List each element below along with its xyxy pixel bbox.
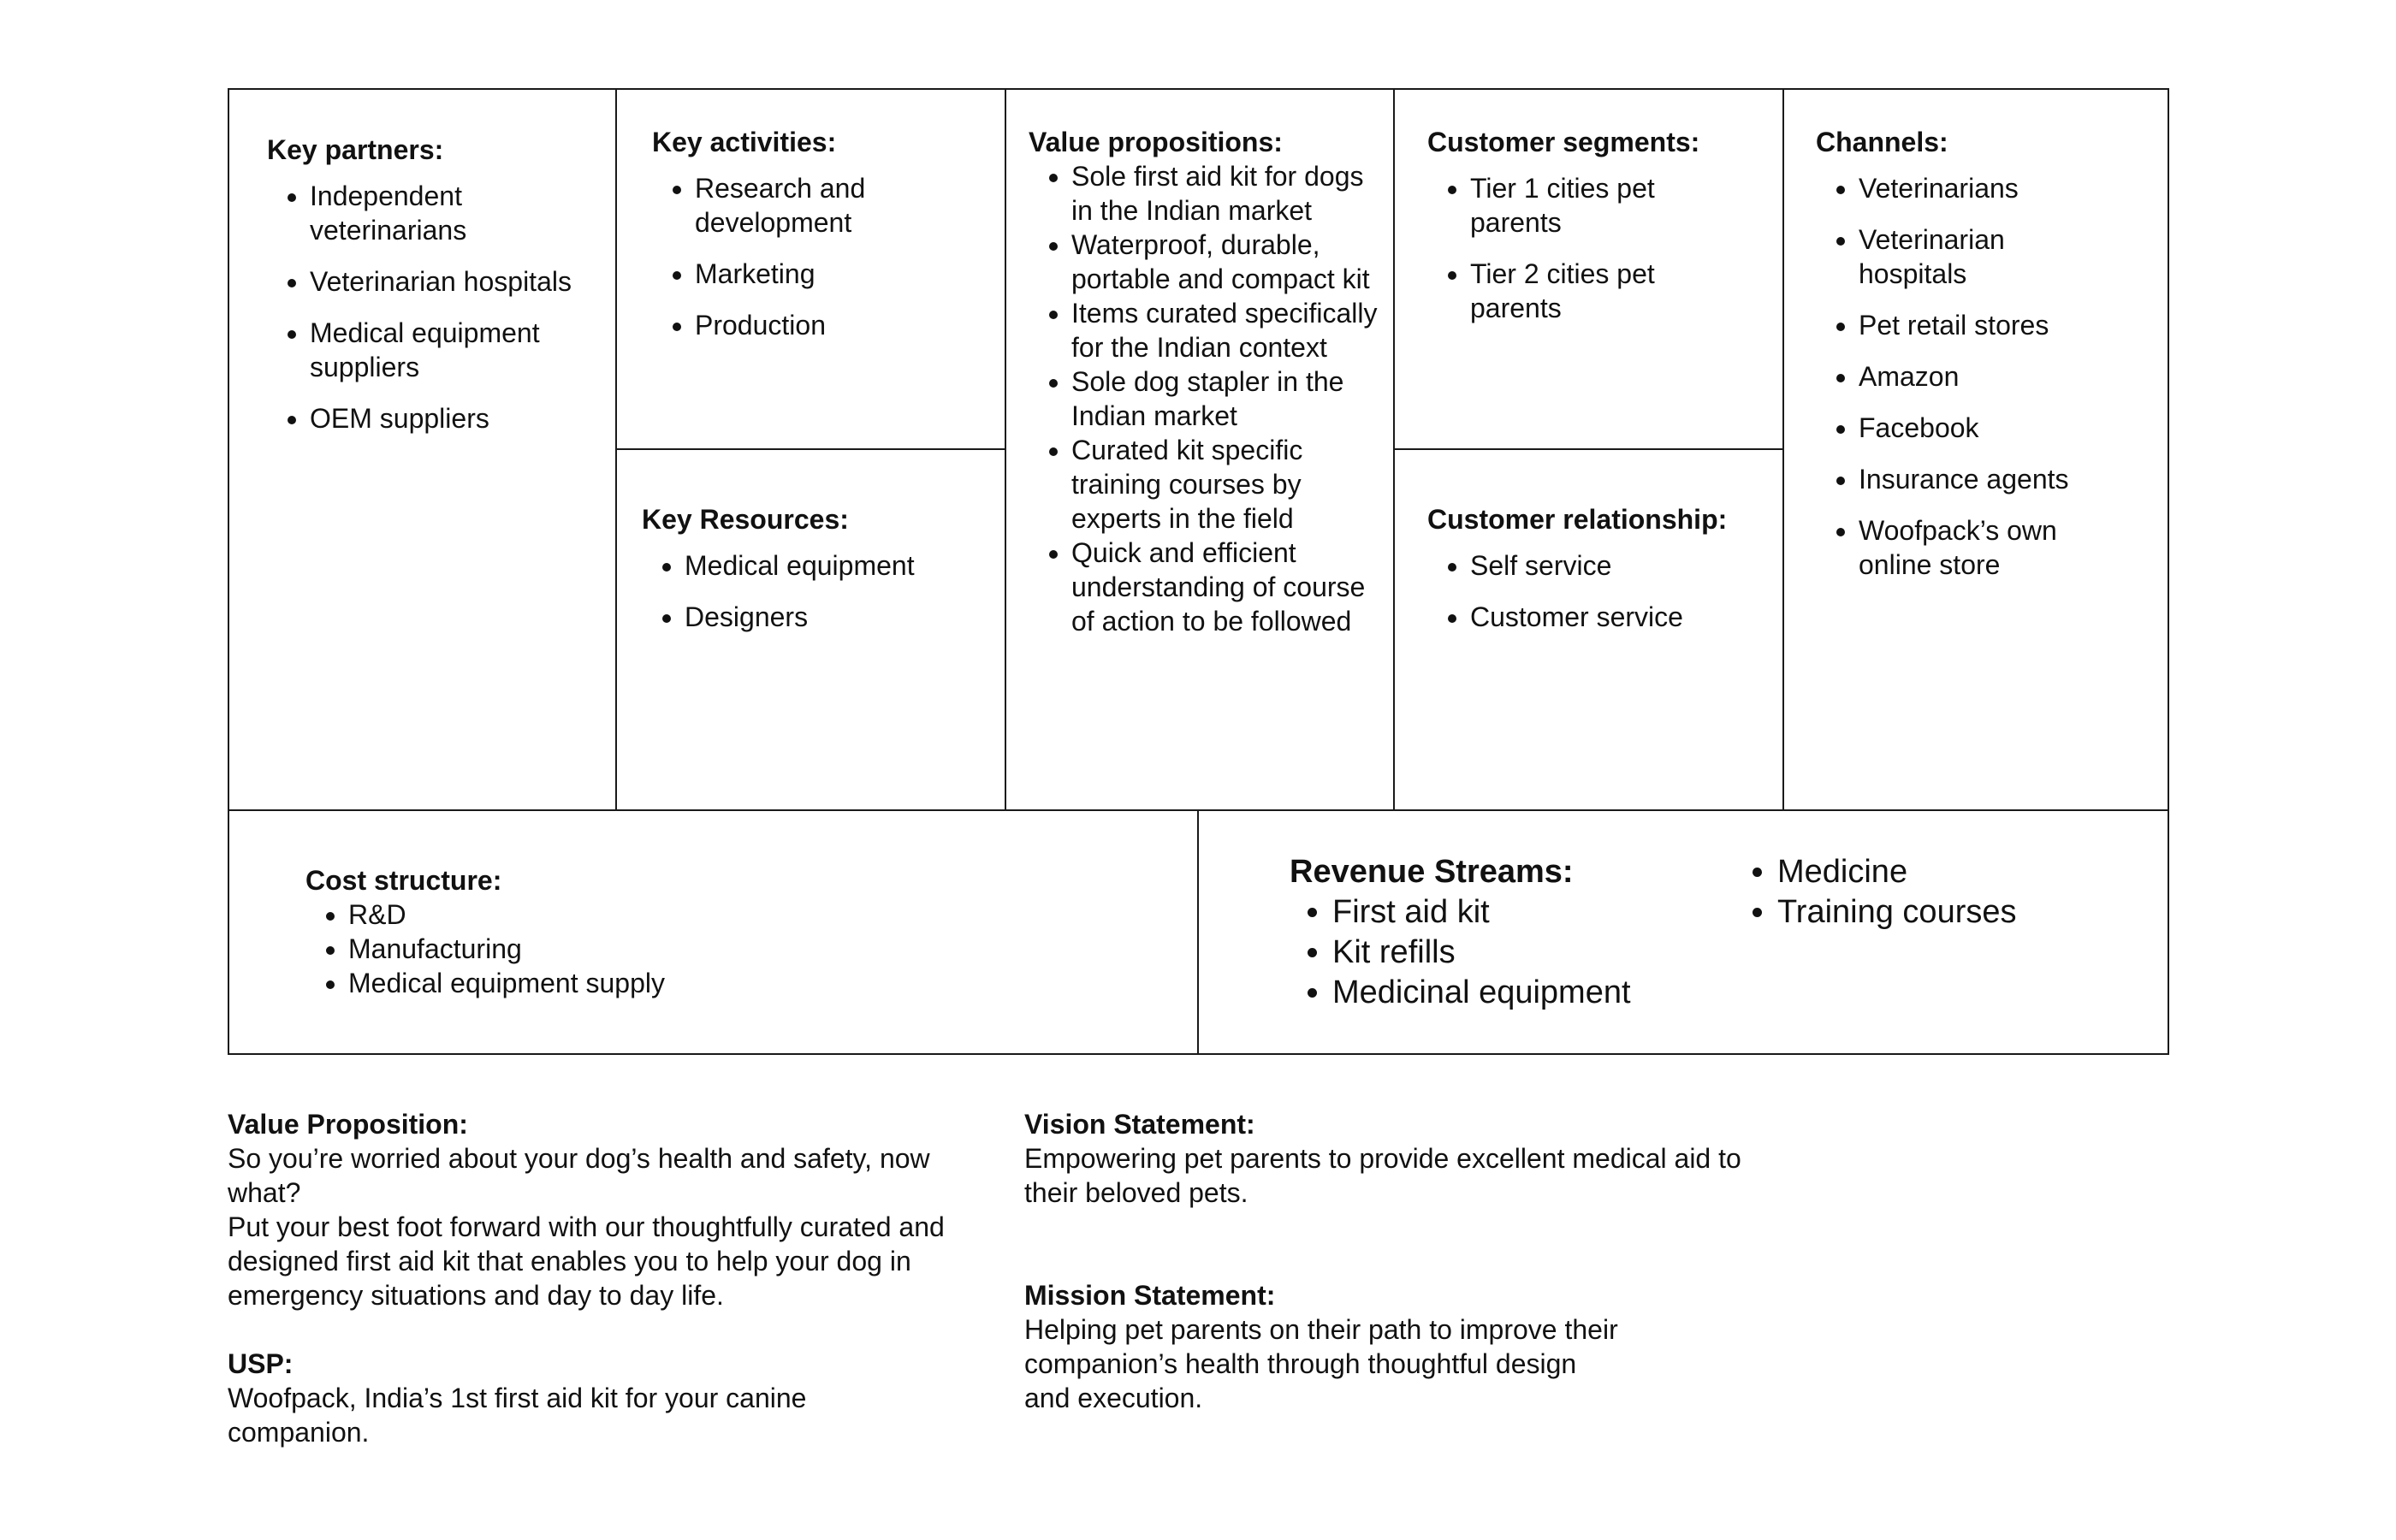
list-item: • Medical equipment supply <box>348 966 1076 1000</box>
key-activities-cell <box>652 125 994 342</box>
list-item: • Manufacturing <box>348 932 1076 966</box>
list-item: • Items curated specifically for the Indian context <box>1071 296 1379 364</box>
list-item: • Designers <box>685 600 984 634</box>
revenue-streams-title: Revenue Streams: <box>1290 854 1574 890</box>
key-resources-cell <box>642 502 984 634</box>
activities-resources-divider <box>615 448 1006 450</box>
revenue-streams-cell <box>1290 852 2145 1013</box>
list-item: • Tier 2 cities pet parents <box>1470 257 1675 325</box>
list-item: • Research and development <box>695 171 994 240</box>
list-item: • Facebook <box>1859 411 2081 445</box>
list-item: • Waterproof, durable, portable and compact kit <box>1071 228 1379 296</box>
customer-relationship-cell <box>1427 502 1770 634</box>
channels-cell <box>1816 125 2158 582</box>
list-item: • Medicinal equipment <box>1332 973 1735 1013</box>
list-item: • Marketing <box>695 257 994 291</box>
list-item: • Veterinarians <box>1859 171 2081 205</box>
list-item: • Amazon <box>1859 359 2081 394</box>
mission-note <box>1024 1278 1623 1415</box>
channels-title: Channels: <box>1816 127 1948 157</box>
value-propositions-title: Value propositions: <box>1029 127 1283 157</box>
segments-relationship-divider <box>1393 448 1784 450</box>
usp-text: Woofpack, India’s 1st first aid kit for your canine companion. <box>228 1383 807 1448</box>
list-item: • Sole first aid kit for dogs in the Indian market <box>1071 159 1379 228</box>
list-item: • First aid kit <box>1332 892 1735 933</box>
vision-note <box>1024 1107 1794 1210</box>
customer-segments-cell <box>1427 125 1700 325</box>
vision-text: Empowering pet parents to provide excellent medical aid to their beloved pets. <box>1024 1143 1741 1208</box>
value-propositions-cell <box>1029 125 1379 638</box>
list-item: • Medical equipment <box>685 548 984 583</box>
list-item: • Curated kit specific training courses by experts in the field <box>1071 433 1379 536</box>
cost-revenue-divider <box>1197 809 1199 1055</box>
key-activities-title: Key activities: <box>652 127 837 157</box>
list-item: • Self service <box>1470 548 1770 583</box>
list-item: • R&D <box>348 897 1076 932</box>
canvas-border-right <box>2168 88 2169 1055</box>
list-item: • Medicine <box>1777 852 2017 892</box>
canvas-border-left <box>228 88 229 1055</box>
list-item: • Customer service <box>1470 600 1770 634</box>
list-item: • Veterinarian hospitals <box>310 264 609 299</box>
channels-list <box>1816 171 2158 582</box>
list-item: • Woofpack’s own online store <box>1859 513 2081 582</box>
list-item: • Production <box>695 308 994 342</box>
list-item: • Training courses <box>1777 892 2017 933</box>
list-item: • Tier 1 cities pet parents <box>1470 171 1675 240</box>
key-resources-list <box>642 548 984 634</box>
value-proposition-note <box>228 1107 981 1312</box>
list-item: • Sole dog stapler in the Indian market <box>1071 364 1379 433</box>
list-item: • Medical equipment suppliers <box>310 316 609 384</box>
key-resources-title: Key Resources: <box>642 504 849 535</box>
revenue-streams-list-left <box>1290 892 1735 1013</box>
canvas-border-top <box>228 88 2169 90</box>
mission-title: Mission Statement: <box>1024 1280 1276 1311</box>
list-item: • OEM suppliers <box>310 401 609 435</box>
list-item: • Kit refills <box>1332 933 1735 973</box>
key-partners-cell <box>267 133 609 435</box>
key-partners-list <box>267 179 609 435</box>
customer-segments-list <box>1427 171 1675 325</box>
value-proposition-note-title: Value Proposition: <box>228 1109 468 1140</box>
customer-relationship-list <box>1427 548 1770 634</box>
value-proposition-line: So you’re worried about your dog’s health and safety, now what? <box>228 1143 930 1208</box>
key-partners-title: Key partners: <box>267 134 444 165</box>
revenue-streams-list-right <box>1735 852 2017 1013</box>
list-item: • Veterinarian hospitals <box>1859 222 2081 291</box>
key-activities-list <box>652 171 994 342</box>
value-proposition-line: Put your best foot forward with our thoughtfully curated and designed first aid kit that enables you to help your dog in emergency situations and day to day life. <box>228 1211 945 1311</box>
usp-note <box>228 1347 955 1449</box>
list-item: • Pet retail stores <box>1859 308 2081 342</box>
vision-title: Vision Statement: <box>1024 1109 1255 1140</box>
mission-text: Helping pet parents on their path to improve their companion’s health through thoughtful design and execution. <box>1024 1314 1618 1413</box>
list-item: • Independent veterinarians <box>310 179 609 247</box>
customer-relationship-title: Customer relationship: <box>1427 504 1728 535</box>
cost-structure-cell <box>305 863 1076 1000</box>
list-item: • Insurance agents <box>1859 462 2081 496</box>
customer-segments-title: Customer segments: <box>1427 127 1700 157</box>
cost-structure-title: Cost structure: <box>305 865 502 896</box>
usp-title: USP: <box>228 1348 294 1379</box>
list-item: • Quick and efficient understanding of course of action to be followed <box>1071 536 1379 638</box>
cost-structure-list <box>305 897 1076 1000</box>
value-propositions-list <box>1029 159 1379 638</box>
